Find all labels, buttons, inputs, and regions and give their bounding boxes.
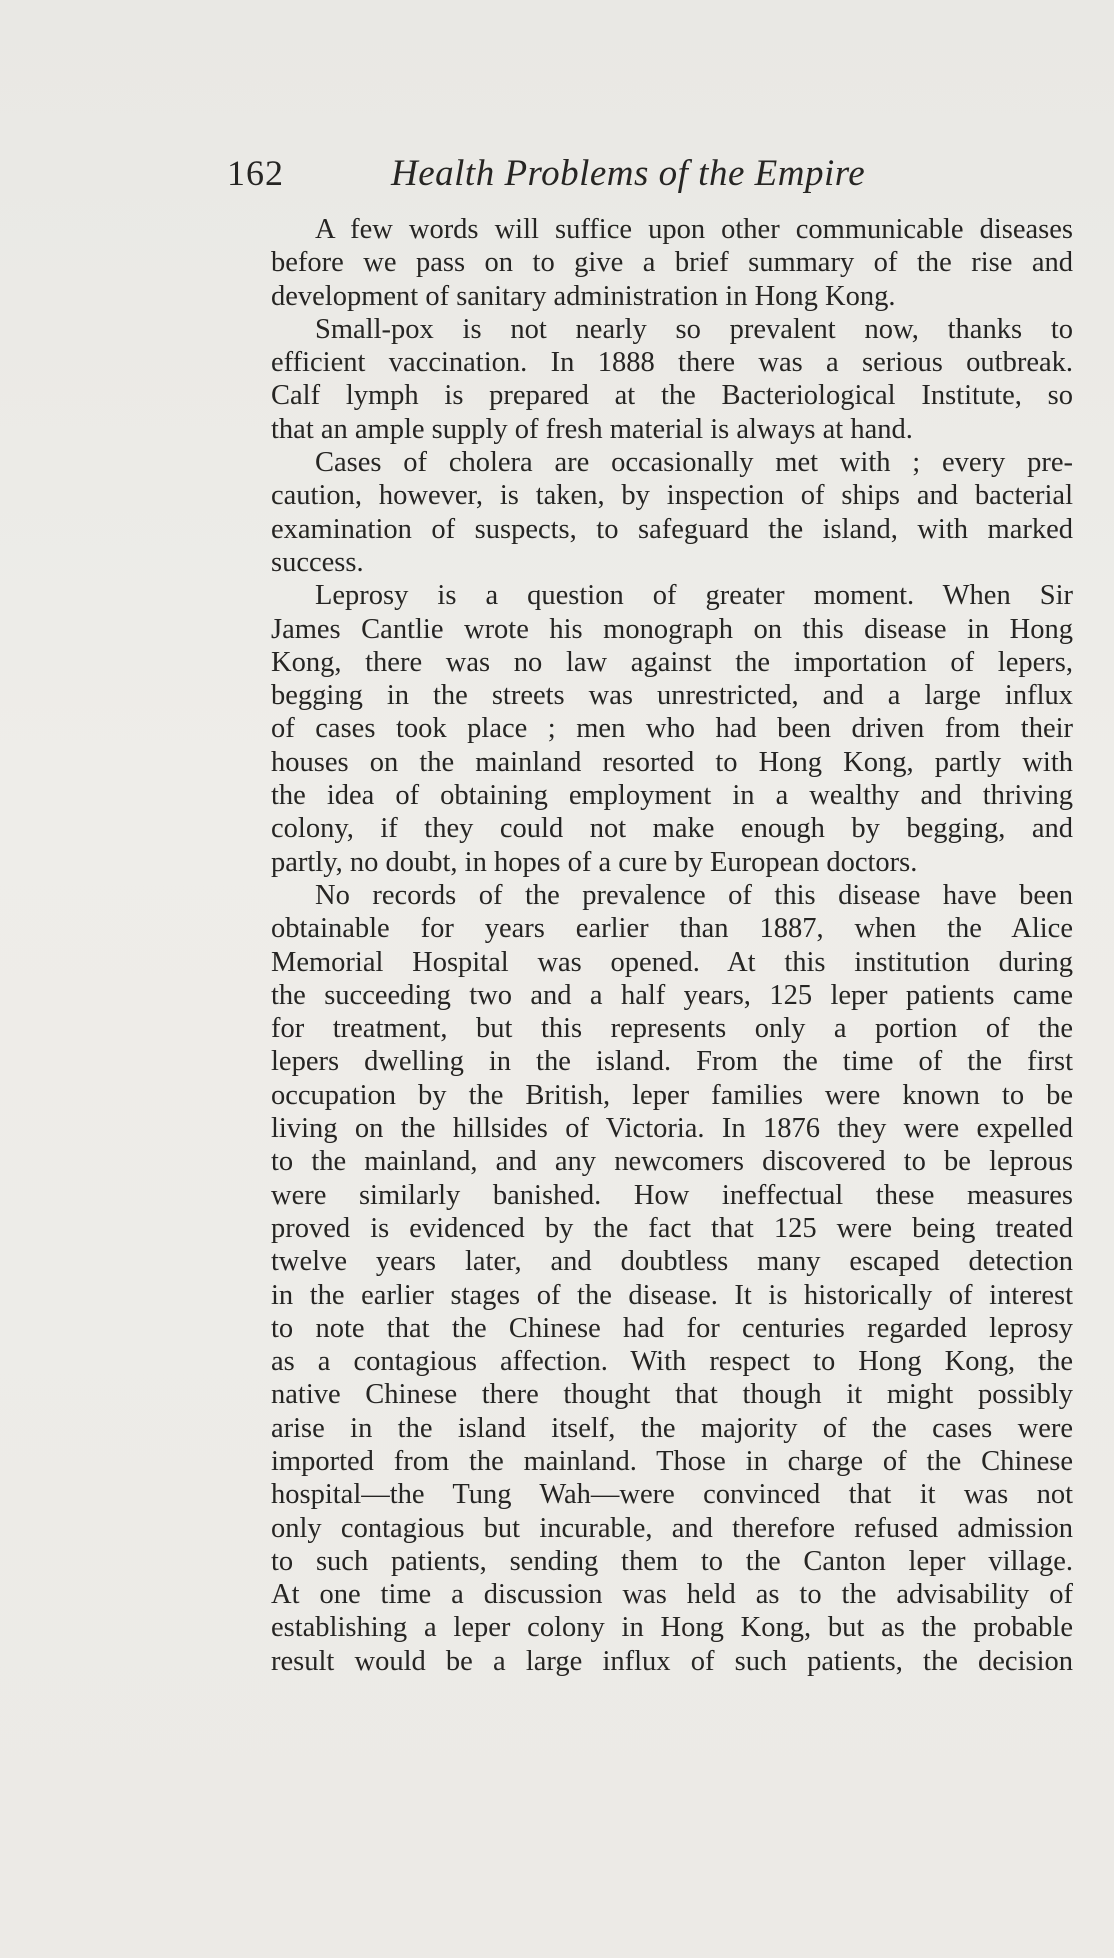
text-line: living on the hillsides of Victoria. In 1876 they were expelled	[271, 1113, 1073, 1145]
text-line: only contagious but incurable, and therefore refused admission	[271, 1512, 1073, 1544]
text-line: that an ample supply of fresh material is always at hand.	[271, 413, 913, 445]
text-line: efficient vaccination. In 1888 there was a serious outbreak.	[271, 347, 1073, 379]
text-line: No records of the prevalence of this disease have been	[315, 879, 1073, 911]
paragraph	[227, 879, 1073, 1678]
text-line: Calf lymph is prepared at the Bacteriological Institute, so	[271, 380, 1073, 412]
page-number: 162	[227, 153, 284, 193]
text-line: obtainable for years earlier than 1887, when the Alice	[271, 913, 1073, 945]
text-line: occupation by the British, leper families were known to be	[271, 1079, 1073, 1111]
text-line: Memorial Hospital was opened. At this institution during	[271, 946, 1073, 978]
text-line: Kong, there was no law against the importation of lepers,	[271, 646, 1073, 678]
text-line: the idea of obtaining employment in a wealthy and thriving	[271, 780, 1073, 812]
paragraph	[227, 446, 1073, 579]
text-line: success.	[271, 546, 364, 578]
text-line: arise in the island itself, the majority of the cases were	[271, 1412, 1073, 1444]
text-line: lepers dwelling in the island. From the time of the first	[271, 1046, 1073, 1078]
text-line: to such patients, sending them to the Canton leper village.	[271, 1545, 1073, 1577]
text-line: James Cantlie wrote his monograph on this disease in Hong	[271, 613, 1073, 645]
text-line: the succeeding two and a half years, 125 leper patients came	[271, 979, 1073, 1011]
text-line: in the earlier stages of the disease. It is historically of interest	[271, 1279, 1073, 1311]
paragraph	[227, 579, 1073, 879]
text-line: of cases took place ; men who had been driven from their	[271, 713, 1073, 745]
text-line: twelve years later, and doubtless many escaped detection	[271, 1246, 1073, 1278]
text-line: begging in the streets was unrestricted, and a large influx	[271, 680, 1073, 712]
text-line: to the mainland, and any newcomers discovered to be leprous	[271, 1146, 1073, 1178]
text-line: before we pass on to give a brief summary of the rise and	[271, 247, 1073, 279]
text-line: imported from the mainland. Those in charge of the Chinese	[271, 1445, 1073, 1477]
text-line: At one time a discussion was held as to the advisability of	[271, 1579, 1073, 1611]
text-line: examination of suspects, to safeguard the island, with marked	[271, 513, 1073, 545]
text-line: native Chinese there thought that though it might possibly	[271, 1379, 1073, 1411]
text-line: partly, no doubt, in hopes of a cure by European doctors.	[271, 846, 918, 878]
running-title: Health Problems of the Empire	[391, 153, 866, 194]
body-text	[227, 213, 1073, 1678]
text-line: colony, if they could not make enough by begging, and	[271, 813, 1073, 845]
text-line: proved is evidenced by the fact that 125 were being treated	[271, 1212, 1073, 1244]
text-line: were similarly banished. How ineffectual these measures	[271, 1179, 1073, 1211]
page-header	[227, 152, 1077, 202]
text-line: Cases of cholera are occasionally met with ; every pre-	[315, 447, 1073, 479]
text-line: establishing a leper colony in Hong Kong, but as the probable	[271, 1612, 1073, 1644]
paragraph	[227, 313, 1073, 446]
text-line: Small-pox is not nearly so prevalent now, thanks to	[315, 313, 1073, 345]
paragraph	[227, 213, 1073, 313]
text-line: hospital—the Tung Wah—were convinced that it was not	[271, 1479, 1073, 1511]
text-line: development of sanitary administration in Hong Kong.	[271, 280, 896, 312]
text-line: to note that the Chinese had for centuries regarded leprosy	[271, 1312, 1073, 1344]
text-line: result would be a large influx of such patients, the decision	[271, 1645, 1073, 1677]
text-line: as a contagious affection. With respect to Hong Kong, the	[271, 1346, 1073, 1378]
text-line: A few words will suffice upon other communicable diseases	[315, 214, 1073, 245]
text-line: Leprosy is a question of greater moment. When Sir	[315, 580, 1073, 612]
text-line: for treatment, but this represents only a portion of the	[271, 1013, 1073, 1045]
text-line: houses on the mainland resorted to Hong Kong, partly with	[271, 746, 1073, 778]
text-line: caution, however, is taken, by inspection of ships and bacterial	[271, 480, 1073, 512]
